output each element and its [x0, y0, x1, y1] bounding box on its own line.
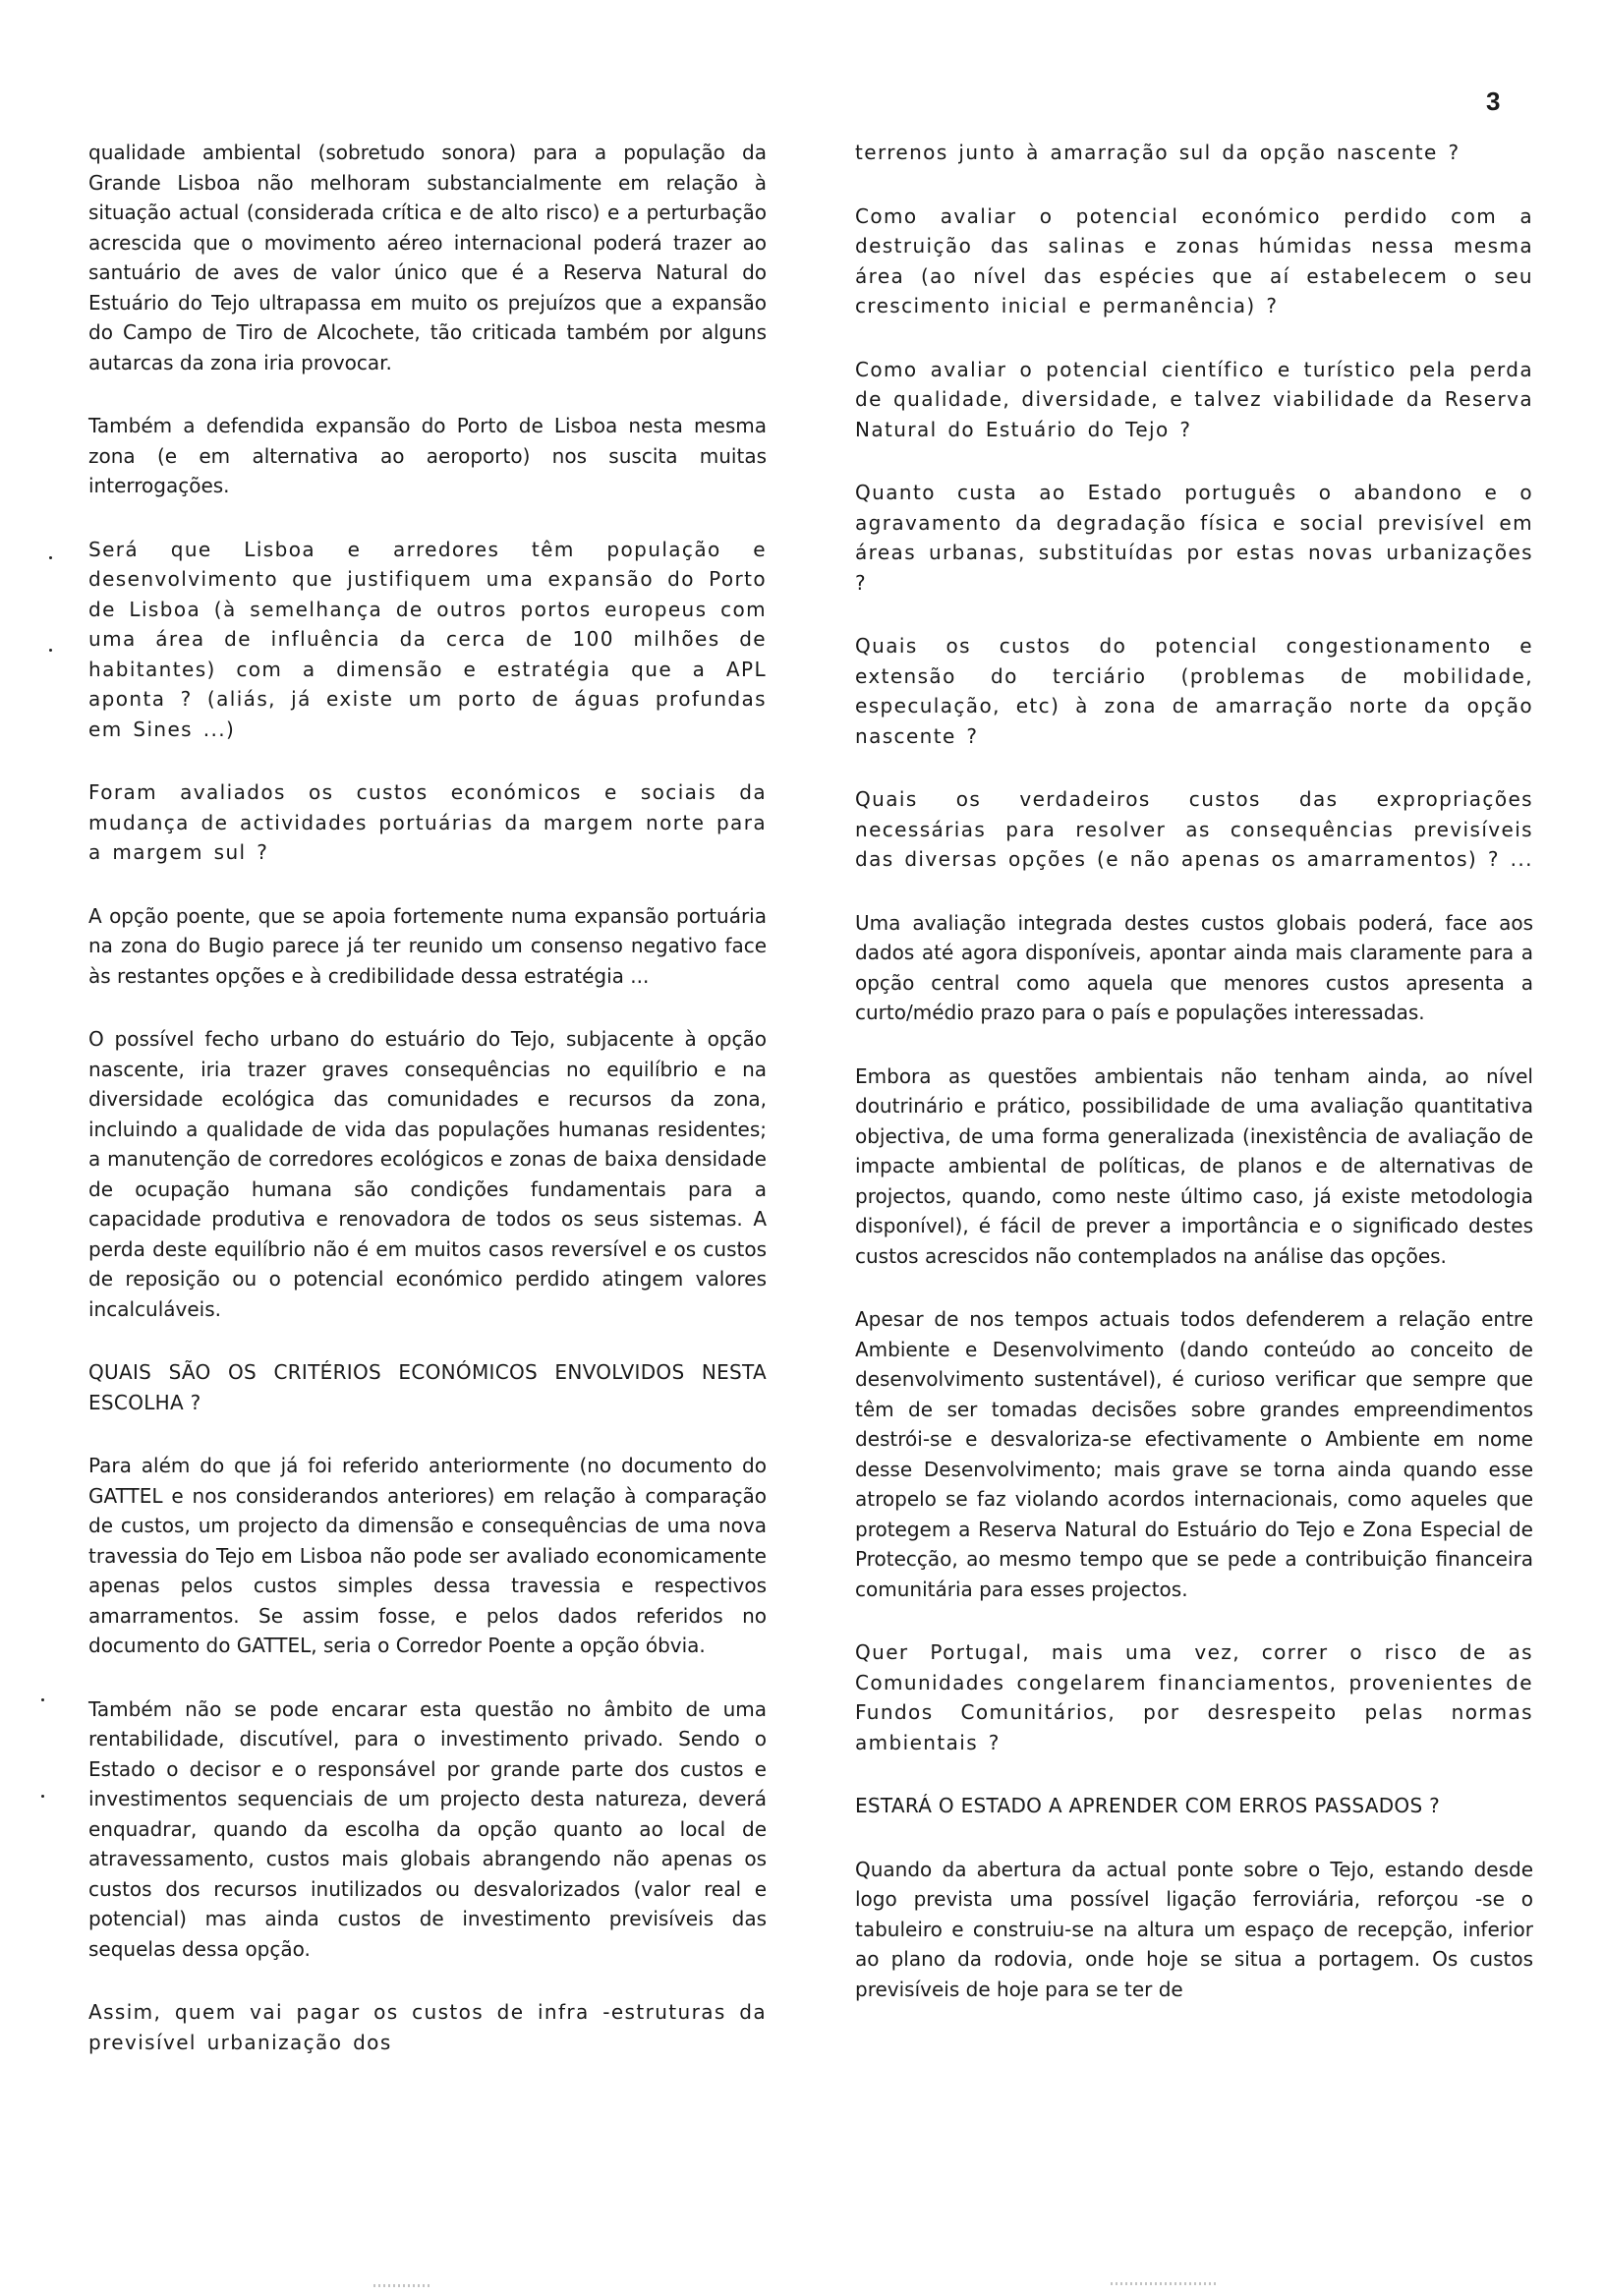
scan-smudge — [1111, 2282, 1219, 2285]
paragraph: terrenos junto à amarração sul da opção nascente ? — [855, 141, 1461, 164]
paragraph: Quais os custos do potencial congestionamento e extensão do terciário (problemas de mobilidade, especulação, etc) à zona de amarração norte da opção nascente ? — [855, 634, 1533, 748]
paragraph: Como avaliar o potencial económico perdido com a destruição das salinas e zonas húmidas nessa mesma área (ao nível das espécies que aí estabelecem o seu crescimento inicial e permanência) ? — [855, 203, 1533, 317]
paragraph: Como avaliar o potencial científico e turístico pela perda de qualidade, diversidade, e talvez viabilidade da Reserva Natural do Estuário do Tejo ? — [855, 357, 1533, 441]
scan-speck — [41, 1795, 44, 1798]
paragraph: Para além do que já foi referido anteriormente (no documento do GATTEL e nos considerandos anteriores) em relação à comparação de custos, um projecto da dimensão e consequências de uma nova travessia do Tejo em Lisboa não pode ser avaliado economicamente apenas pelos custos simples dessa travessia e respectivos amarramentos. Se assim fosse, e pelos dados referidos no documento do GATTEL, seria o Corredor Poente a opção óbvia. — [88, 1454, 767, 1657]
paragraph: Será que Lisboa e arredores têm população e desenvolvimento que justifiquem uma expansão do Porto de Lisboa (à semelhança de outros portos europeus com uma área de influência da cerca de 100 milhões de habitantes) com a dimensão e estratégia que a APL aponta ? (aliás, já existe um porto de águas profundas em Sines ...) — [88, 537, 767, 741]
scan-smudge — [373, 2284, 432, 2287]
left-column — [88, 138, 767, 2091]
paragraph: qualidade ambiental (sobretudo sonora) para a população da Grande Lisboa não melhoram substancialmente em relação à situação actual (considerada crítica e de alto risco) e a perturbação acrescida que o movimento aéreo internacional poderá trazer ao santuário de aves de valor único que é a Reserva Natural do Estuário do Tejo ultrapassa em muito os prejuízos que a expansão do Campo de Tiro de Alcochete, tão criticada também por alguns autarcas da zona iria provocar. — [88, 141, 767, 374]
paragraph: Também não se pode encarar esta questão no âmbito de uma rentabilidade, discutível, para o investimento privado. Sendo o Estado o decisor e o responsável por grande parte dos custos e investimentos sequenciais de um projecto desta natureza, deverá enquadrar, quando da escolha da opção quanto ao local de atravessamento, custos mais globais abrangendo não apenas os custos dos recursos inutilizados ou desvalorizados (valor real e potencial) mas ainda custos de investimento previsíveis das sequelas dessa opção. — [88, 1696, 767, 1961]
scan-speck — [49, 556, 52, 559]
paragraph: Embora as questões ambientais não tenham ainda, ao nível doutrinário e prático, possibilidade de uma avaliação quantitativa objectiva, de uma forma generalizada (inexistência de avaliação de impacte ambiental de políticas, de planos e de alternativas de projectos, quando, como neste último caso, já existe metodologia disponível), é fácil de prever a importância e o significado destes custos acrescidos não contemplados na análise das opções. — [855, 1063, 1533, 1268]
paragraph: Uma avaliação integrada destes custos globais poderá, face aos dados até agora disponíveis, apontar ainda mais claramente para a opção central como aquela que menores custos apresenta a curto/médio prazo para o país e populações interessadas. — [855, 910, 1533, 1024]
paragraph: Quando da abertura da actual ponte sobre o Tejo, estando desde logo prevista uma possível ligação ferroviária, reforçou -se o tabuleiro e construiu-se na altura um espaço de recepção, inferior ao plano da rodovia, onde hoje se situa a portagem. Os custos previsíveis de hoje para se ter de — [855, 1857, 1533, 2001]
paragraph: Foram avaliados os custos económicos e sociais da mudança de actividades portuárias da margem norte para a margem sul ? — [88, 780, 767, 864]
page-number: 3 — [1486, 86, 1501, 116]
paragraph: Quanto custa ao Estado português o abandono e o agravamento da degradação física e social previsível em áreas urbanas, substituídas por estas novas urbanizações ? — [855, 481, 1533, 595]
paragraph: Quer Portugal, mais uma vez, correr o risco de as Comunidades congelarem financiamentos, provenientes de Fundos Comunitários, por desrespeito pelas normas ambientais ? — [855, 1640, 1533, 1754]
paragraph: Apesar de nos tempos actuais todos defenderem a relação entre Ambiente e Desenvolvimento (dando conteúdo ao conceito de desenvolvimento sustentável), é curioso verificar que sempre que têm de ser tomadas decisões sobre grandes empreendimentos destrói-se e desvaloriza-se efectivamente o Ambiente em nome desse Desenvolvimento; mais grave se torna ainda quando esse atropelo se faz violando acordos internacionais, como aqueles que protegem a Reserva Natural do Estuário do Tejo e Zona Especial de Protecção, ao mesmo tempo que se pede a contribuição financeira comunitária para esses projectos. — [855, 1307, 1533, 1601]
scan-speck — [41, 1698, 44, 1701]
section-heading: ESTARÁ O ESTADO A APRENDER COM ERROS PASSADOS ? — [855, 1794, 1441, 1817]
right-column — [855, 138, 1533, 2038]
scan-speck — [49, 649, 52, 652]
paragraph: Quais os verdadeiros custos das expropriações necessárias para resolver as consequências previsíveis das diversas opções (e não apenas os amarramentos) ? ... — [855, 787, 1533, 871]
paragraph: O possível fecho urbano do estuário do Tejo, subjacente à opção nascente, iria trazer graves consequências no equilíbrio e na diversidade ecológica das comunidades e recursos da zona, incluindo a qualidade de vida das populações humanas residentes; a manutenção de corredores ecológicos e zonas de baixa densidade de ocupação humana são condições fundamentais para a capacidade produtiva e renovadora de todos os seus sistemas. A perda deste equilíbrio não é em muitos casos reversível e os custos de reposição ou o potencial económico perdido atingem valores incalculáveis. — [88, 1027, 767, 1321]
paragraph: Também a defendida expansão do Porto de Lisboa nesta mesma zona (e em alternativa ao aeroporto) nos suscita muitas interrogações. — [88, 414, 767, 497]
section-heading: QUAIS SÃO OS CRITÉRIOS ECONÓMICOS ENVOLVIDOS NESTA ESCOLHA ? — [88, 1360, 767, 1414]
paragraph: Assim, quem vai pagar os custos de infra -estruturas da previsível urbanização dos — [88, 2000, 767, 2054]
paragraph: A opção poente, que se apoia fortemente numa expansão portuária na zona do Bugio parece já ter reunido um consenso negativo face às restantes opções e à credibilidade dessa estratégia ... — [88, 903, 767, 988]
